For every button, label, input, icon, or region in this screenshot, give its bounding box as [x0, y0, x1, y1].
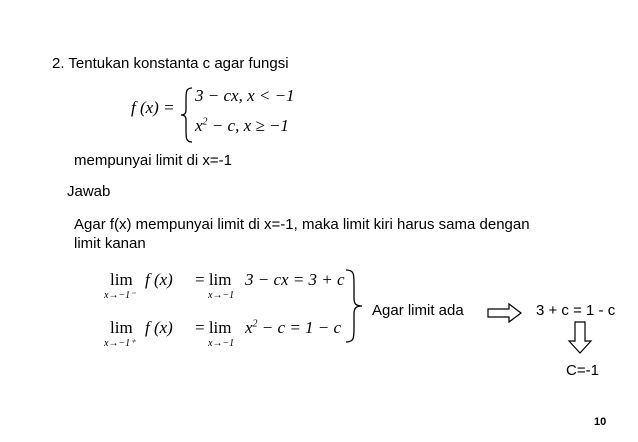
right-limit-fx: f (x): [145, 318, 173, 337]
left-limit-fx: f (x): [145, 270, 173, 289]
left-limit-lim: lim: [110, 270, 133, 289]
page-number: 10: [594, 416, 607, 428]
piecewise-brace-icon: [180, 86, 194, 144]
explanation-line-1: Agar f(x) mempunyai limit di x=-1, maka limit kiri harus sama dengan: [74, 216, 530, 233]
explanation-line-2: limit kanan: [74, 235, 146, 252]
down-arrow-icon: [567, 321, 593, 355]
function-lhs: f (x) =: [131, 98, 175, 117]
right-brace-icon: [344, 268, 366, 344]
result: C=-1: [566, 362, 599, 379]
brace-label: Agar limit ada: [372, 302, 464, 319]
left-limit-subscript: x→−1⁻: [104, 290, 136, 301]
left-limit-eq-lim: = lim: [195, 270, 232, 289]
answer-heading: Jawab: [67, 183, 111, 200]
piecewise-case-2: $x^2 - c$, x ≥ −1: [195, 116, 289, 135]
right-limit-eq-lim: = lim: [195, 318, 232, 337]
problem-title: 2. Tentukan konstanta c agar fungsi: [52, 55, 289, 72]
piecewise-case-1: 3 − cx, x < −1: [195, 86, 295, 105]
left-limit-expression: 3 − cx = 3 + c: [245, 270, 345, 289]
right-limit-lim: lim: [110, 318, 133, 337]
left-limit-eq-subscript: x→−1: [208, 290, 235, 301]
right-arrow-icon: [487, 302, 523, 324]
limit-condition: mempunyai limit di x=-1: [74, 152, 232, 169]
right-limit-expression: $x^2 - c = 1 - c$: [245, 318, 342, 337]
right-limit-eq-subscript: x→−1: [208, 338, 235, 349]
right-limit-subscript: x→−1⁺: [104, 338, 136, 349]
equation: 3 + c = 1 - c: [536, 302, 616, 319]
